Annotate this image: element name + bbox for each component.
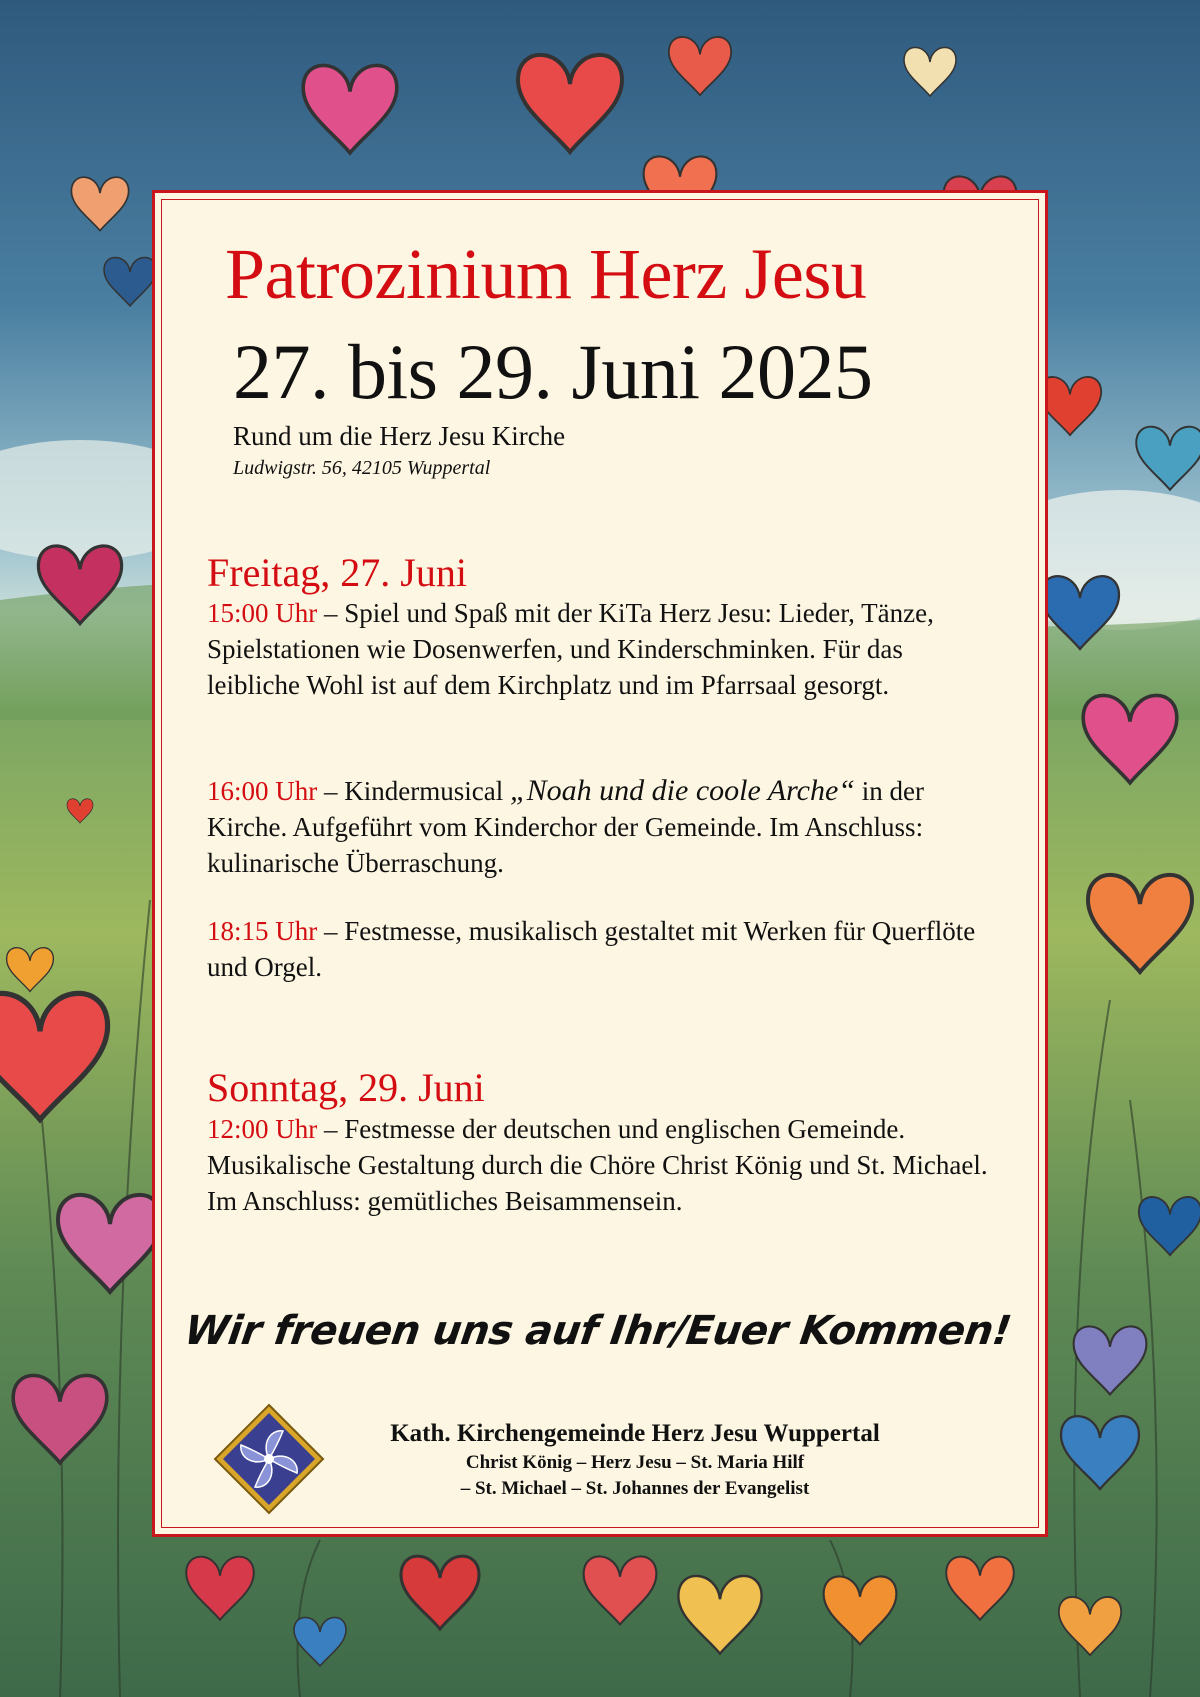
parish-list-line-1: Christ König – Herz Jesu – St. Maria Hilf [465, 1452, 805, 1473]
event-address: Ludwigstr. 56, 42105 Wuppertal [233, 457, 491, 479]
sunday-event-1 [207, 1111, 997, 1219]
event-text: Im Anschluss: gemütliches Beisammensein. [207, 1186, 683, 1216]
event-text: – Spiel und Spaß mit der KiTa Herz Jesu: Lieder, Tänze, Spielstationen wie Dosenwerfen, und Kinderschminken. Für das leibliche Wohl ist auf dem Kirchplatz und im Pfarrsaal gesorgt. [207, 598, 934, 700]
friday-event-1 [207, 595, 997, 703]
friday-event-3 [207, 913, 997, 985]
event-time: 15:00 Uhr [207, 598, 318, 628]
parish-name: Kath. Kirchengemeinde Herz Jesu Wuppertal [390, 1420, 880, 1447]
event-text: – Festmesse der deutschen und englischen Gemeinde. Musikalische Gestaltung durch die Chöre Christ König und St. Michael. [207, 1114, 988, 1180]
parish-logo-icon [213, 1403, 325, 1515]
parish-list-line-2: – St. Michael – St. Johannes der Evangelist [460, 1478, 810, 1499]
event-time: 16:00 Uhr [207, 776, 318, 806]
event-title: Patrozinium Herz Jesu [225, 234, 867, 314]
event-text: in der Kirche. Aufgeführt vom Kinderchor der Gemeinde. Im Anschluss: kulinarische Überraschung. [207, 776, 924, 878]
event-venue: Rund um die Herz Jesu Kirche [233, 421, 566, 451]
sunday-heading: Sonntag, 29. Juni [207, 1065, 485, 1110]
event-text: – Festmesse, musikalisch gestaltet mit Werken für Querflöte und Orgel. [207, 916, 976, 982]
event-text: – Kindermusical [317, 776, 510, 806]
closing-message: Wir freuen uns auf Ihr/Euer Kommen! [181, 1308, 1014, 1354]
parish-footer [325, 1418, 945, 1502]
musical-title: „Noah und die coole Arche“ [509, 774, 855, 807]
friday-event-2 [207, 773, 997, 881]
event-dates: 27. bis 29. Juni 2025 [233, 328, 873, 415]
event-time: 12:00 Uhr [207, 1114, 318, 1144]
program-panel [152, 190, 1048, 1537]
friday-heading: Freitag, 27. Juni [207, 550, 467, 595]
event-time: 18:15 Uhr [207, 916, 318, 946]
